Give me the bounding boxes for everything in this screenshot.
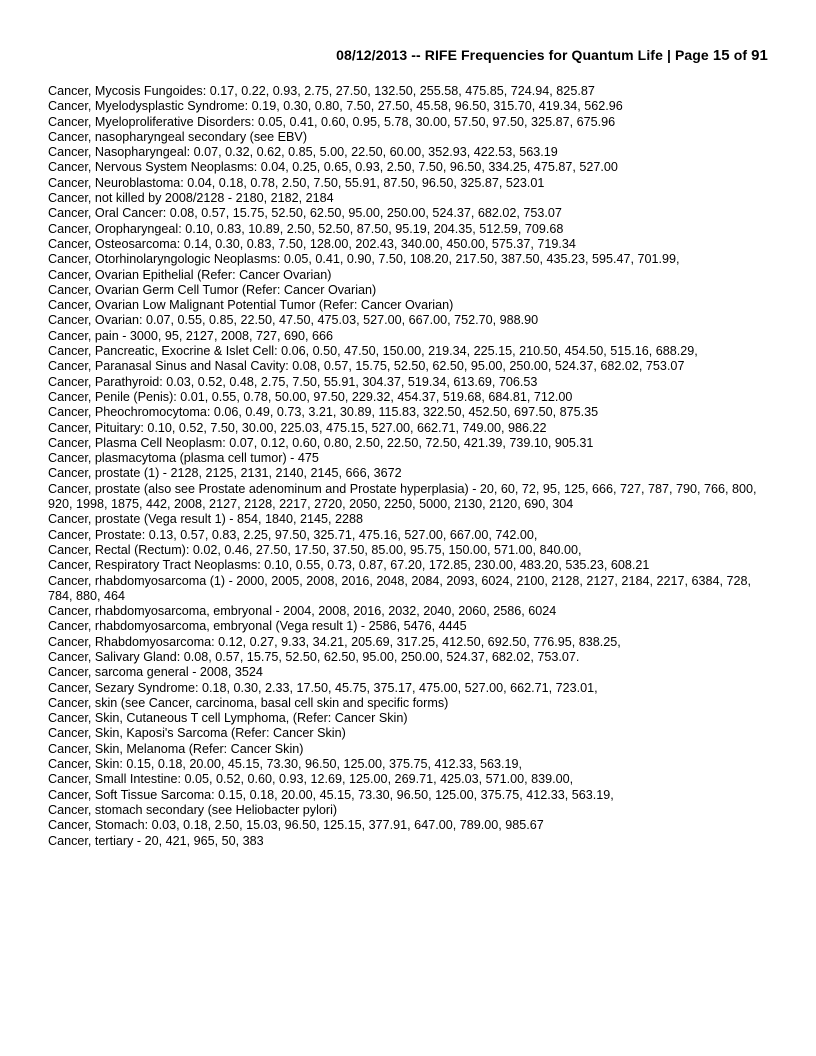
frequency-entry: Cancer, Small Intestine: 0.05, 0.52, 0.60, 0.93, 12.69, 125.00, 269.71, 425.03, 571.00, 839.00, (48, 772, 574, 787)
frequency-entry: Cancer, Parathyroid: 0.03, 0.52, 0.48, 2.75, 7.50, 55.91, 304.37, 519.34, 613.69, 706.53 (48, 374, 538, 389)
frequency-entry: Cancer, Penile (Penis): 0.01, 0.55, 0.78, 50.00, 97.50, 229.32, 454.37, 519.68, 684.81, 712.00 (48, 389, 573, 404)
header-separator: -- (407, 47, 425, 63)
frequency-entry: Cancer, Pheochromocytoma: 0.06, 0.49, 0.73, 3.21, 30.89, 115.83, 322.50, 452.50, 697.50, 875.35 (48, 405, 599, 420)
frequency-entry-list (48, 84, 776, 849)
frequency-entry: Cancer, prostate (Vega result 1) - 854, 1840, 2145, 2288 (48, 512, 364, 527)
frequency-entry: Cancer, stomach secondary (see Heliobacter pylori) (48, 802, 338, 817)
header-title: RIFE Frequencies for Quantum Life (424, 47, 663, 63)
frequency-entry: Cancer, plasmacytoma (plasma cell tumor) - 475 (48, 451, 319, 466)
frequency-entry: Cancer, Rectal (Rectum): 0.02, 0.46, 27.50, 17.50, 37.50, 85.00, 95.75, 150.00, 571.00, 840.00, (48, 542, 582, 557)
frequency-entry: Cancer, Oropharyngeal: 0.10, 0.83, 10.89, 2.50, 52.50, 87.50, 95.19, 204.35, 512.59, 709.68 (48, 221, 564, 236)
frequency-entry: Cancer, Prostate: 0.13, 0.57, 0.83, 2.25, 97.50, 325.71, 475.16, 527.00, 667.00, 742.00, (48, 527, 538, 542)
frequency-entry: Cancer, rhabdomyosarcoma, embryonal - 2004, 2008, 2016, 2032, 2040, 2060, 2586, 6024 (48, 604, 557, 619)
frequency-entry: Cancer, tertiary - 20, 421, 965, 50, 383 (48, 833, 264, 848)
frequency-entry: Cancer, Nervous System Neoplasms: 0.04, 0.25, 0.65, 0.93, 2.50, 7.50, 96.50, 334.25, 475.87, 527.00 (48, 160, 618, 175)
frequency-entry: Cancer, Ovarian: 0.07, 0.55, 0.85, 22.50, 47.50, 475.03, 527.00, 667.00, 752.70, 988.90 (48, 313, 539, 328)
frequency-entry: Cancer, Pancreatic, Exocrine & Islet Cell: 0.06, 0.50, 47.50, 150.00, 219.34, 225.15, 210.50, 454.50, 515.16, 688.29, (48, 344, 698, 359)
frequency-entry: Cancer, skin (see Cancer, carcinoma, basal cell skin and specific forms) (48, 695, 449, 710)
frequency-entry: Cancer, Skin, Cutaneous T cell Lymphoma, (Refer: Cancer Skin) (48, 711, 408, 726)
header-total-pages: 91 (751, 47, 768, 64)
frequency-entry: Cancer, prostate (1) - 2128, 2125, 2131, 2140, 2145, 666, 3672 (48, 466, 402, 481)
frequency-entry: Cancer, Myelodysplastic Syndrome: 0.19, 0.30, 0.80, 7.50, 27.50, 45.58, 96.50, 315.70, 419.34, 562.96 (48, 99, 623, 114)
page-header (336, 47, 768, 64)
frequency-entry: Cancer, Neuroblastoma: 0.04, 0.18, 0.78, 2.50, 7.50, 55.91, 87.50, 96.50, 325.87, 523.01 (48, 175, 545, 190)
header-of-word: of (729, 47, 752, 63)
frequency-entry: Cancer, rhabdomyosarcoma (1) - 2000, 2005, 2008, 2016, 2048, 2084, 2093, 6024, 2100, 2128, 2127, 2184, 2217, 6384, 728, 784, 880, 464 (48, 573, 751, 603)
frequency-entry: Cancer, Nasopharyngeal: 0.07, 0.32, 0.62, 0.85, 5.00, 22.50, 60.00, 352.93, 422.53, 563.19 (48, 145, 558, 160)
frequency-entry: Cancer, Soft Tissue Sarcoma: 0.15, 0.18, 20.00, 45.15, 73.30, 96.50, 125.00, 375.75, 412.33, 563.19, (48, 787, 614, 802)
header-page-word: Page (674, 47, 713, 63)
frequency-entry: Cancer, Myeloproliferative Disorders: 0.05, 0.41, 0.60, 0.95, 5.78, 30.00, 57.50, 97.50, 325.87, 675.96 (48, 114, 616, 129)
frequency-entry: Cancer, Respiratory Tract Neoplasms: 0.10, 0.55, 0.73, 0.87, 67.20, 172.85, 230.00, 483.20, 535.23, 608.21 (48, 558, 650, 573)
frequency-entry: Cancer, Skin, Melanoma (Refer: Cancer Skin) (48, 741, 304, 756)
frequency-entry: Cancer, Sezary Syndrome: 0.18, 0.30, 2.33, 17.50, 45.75, 375.17, 475.00, 527.00, 662.71, 723.01, (48, 680, 598, 695)
frequency-entry: Cancer, pain - 3000, 95, 2127, 2008, 727, 690, 666 (48, 328, 333, 343)
header-pipe: | (662, 47, 675, 63)
frequency-entry: Cancer, Pituitary: 0.10, 0.52, 7.50, 30.00, 225.03, 475.15, 527.00, 662.71, 749.00, 986.22 (48, 420, 547, 435)
frequency-entry: Cancer, Skin, Kaposi's Sarcoma (Refer: Cancer Skin) (48, 726, 346, 741)
frequency-entry: Cancer, Plasma Cell Neoplasm: 0.07, 0.12, 0.60, 0.80, 2.50, 22.50, 72.50, 421.39, 739.10, 905.31 (48, 435, 594, 450)
frequency-entry: Cancer, Ovarian Epithelial (Refer: Cancer Ovarian) (48, 267, 332, 282)
frequency-entry: Cancer, nasopharyngeal secondary (see EBV) (48, 129, 308, 144)
frequency-entry: Cancer, Otorhinolaryngologic Neoplasms: 0.05, 0.41, 0.90, 7.50, 108.20, 217.50, 387.50, 435.23, 595.47, 701.99, (48, 252, 680, 267)
frequency-entry: Cancer, Ovarian Low Malignant Potential Tumor (Refer: Cancer Ovarian) (48, 298, 454, 313)
frequency-entry: Cancer, Osteosarcoma: 0.14, 0.30, 0.83, 7.50, 128.00, 202.43, 340.00, 450.00, 575.37, 719.34 (48, 236, 576, 251)
header-date: 08/12/2013 (336, 47, 408, 63)
header-page-number: 15 (712, 47, 730, 64)
frequency-entry: Cancer, Oral Cancer: 0.08, 0.57, 15.75, 52.50, 62.50, 95.00, 250.00, 524.37, 682.02, 753.07 (48, 206, 562, 221)
frequency-entry: Cancer, Paranasal Sinus and Nasal Cavity: 0.08, 0.57, 15.75, 52.50, 62.50, 95.00, 250.00, 524.37, 682.02, 753.07 (48, 359, 685, 374)
frequency-entry: Cancer, prostate (also see Prostate adenominum and Prostate hyperplasia) - 20, 60, 72, 95, 125, 666, 727, 787, 790, 766, 800, 920, 1998, 1875, 442, 2008, 2127, 2128, 2217, 2720, 2050, 2250, 5000, 2130, 2120, 690, 304 (48, 481, 757, 512)
frequency-entry: Cancer, sarcoma general - 2008, 3524 (48, 665, 263, 680)
frequency-entry: Cancer, Stomach: 0.03, 0.18, 2.50, 15.03, 96.50, 125.15, 377.91, 647.00, 789.00, 985.67 (48, 818, 544, 833)
frequency-entry: Cancer, Skin: 0.15, 0.18, 20.00, 45.15, 73.30, 96.50, 125.00, 375.75, 412.33, 563.19, (48, 757, 523, 772)
frequency-entry: Cancer, rhabdomyosarcoma, embryonal (Vega result 1) - 2586, 5476, 4445 (48, 619, 467, 634)
frequency-entry: Cancer, Rhabdomyosarcoma: 0.12, 0.27, 9.33, 34.21, 205.69, 317.25, 412.50, 692.50, 776.95, 838.25, (48, 634, 621, 649)
frequency-entry: Cancer, Mycosis Fungoides: 0.17, 0.22, 0.93, 2.75, 27.50, 132.50, 255.58, 475.85, 724.94, 825.87 (48, 84, 595, 98)
frequency-entry: Cancer, Ovarian Germ Cell Tumor (Refer: Cancer Ovarian) (48, 282, 377, 297)
frequency-entry: Cancer, Salivary Gland: 0.08, 0.57, 15.75, 52.50, 62.50, 95.00, 250.00, 524.37, 682.02, 753.07. (48, 649, 580, 664)
frequency-entry: Cancer, not killed by 2008/2128 - 2180, 2182, 2184 (48, 191, 334, 206)
